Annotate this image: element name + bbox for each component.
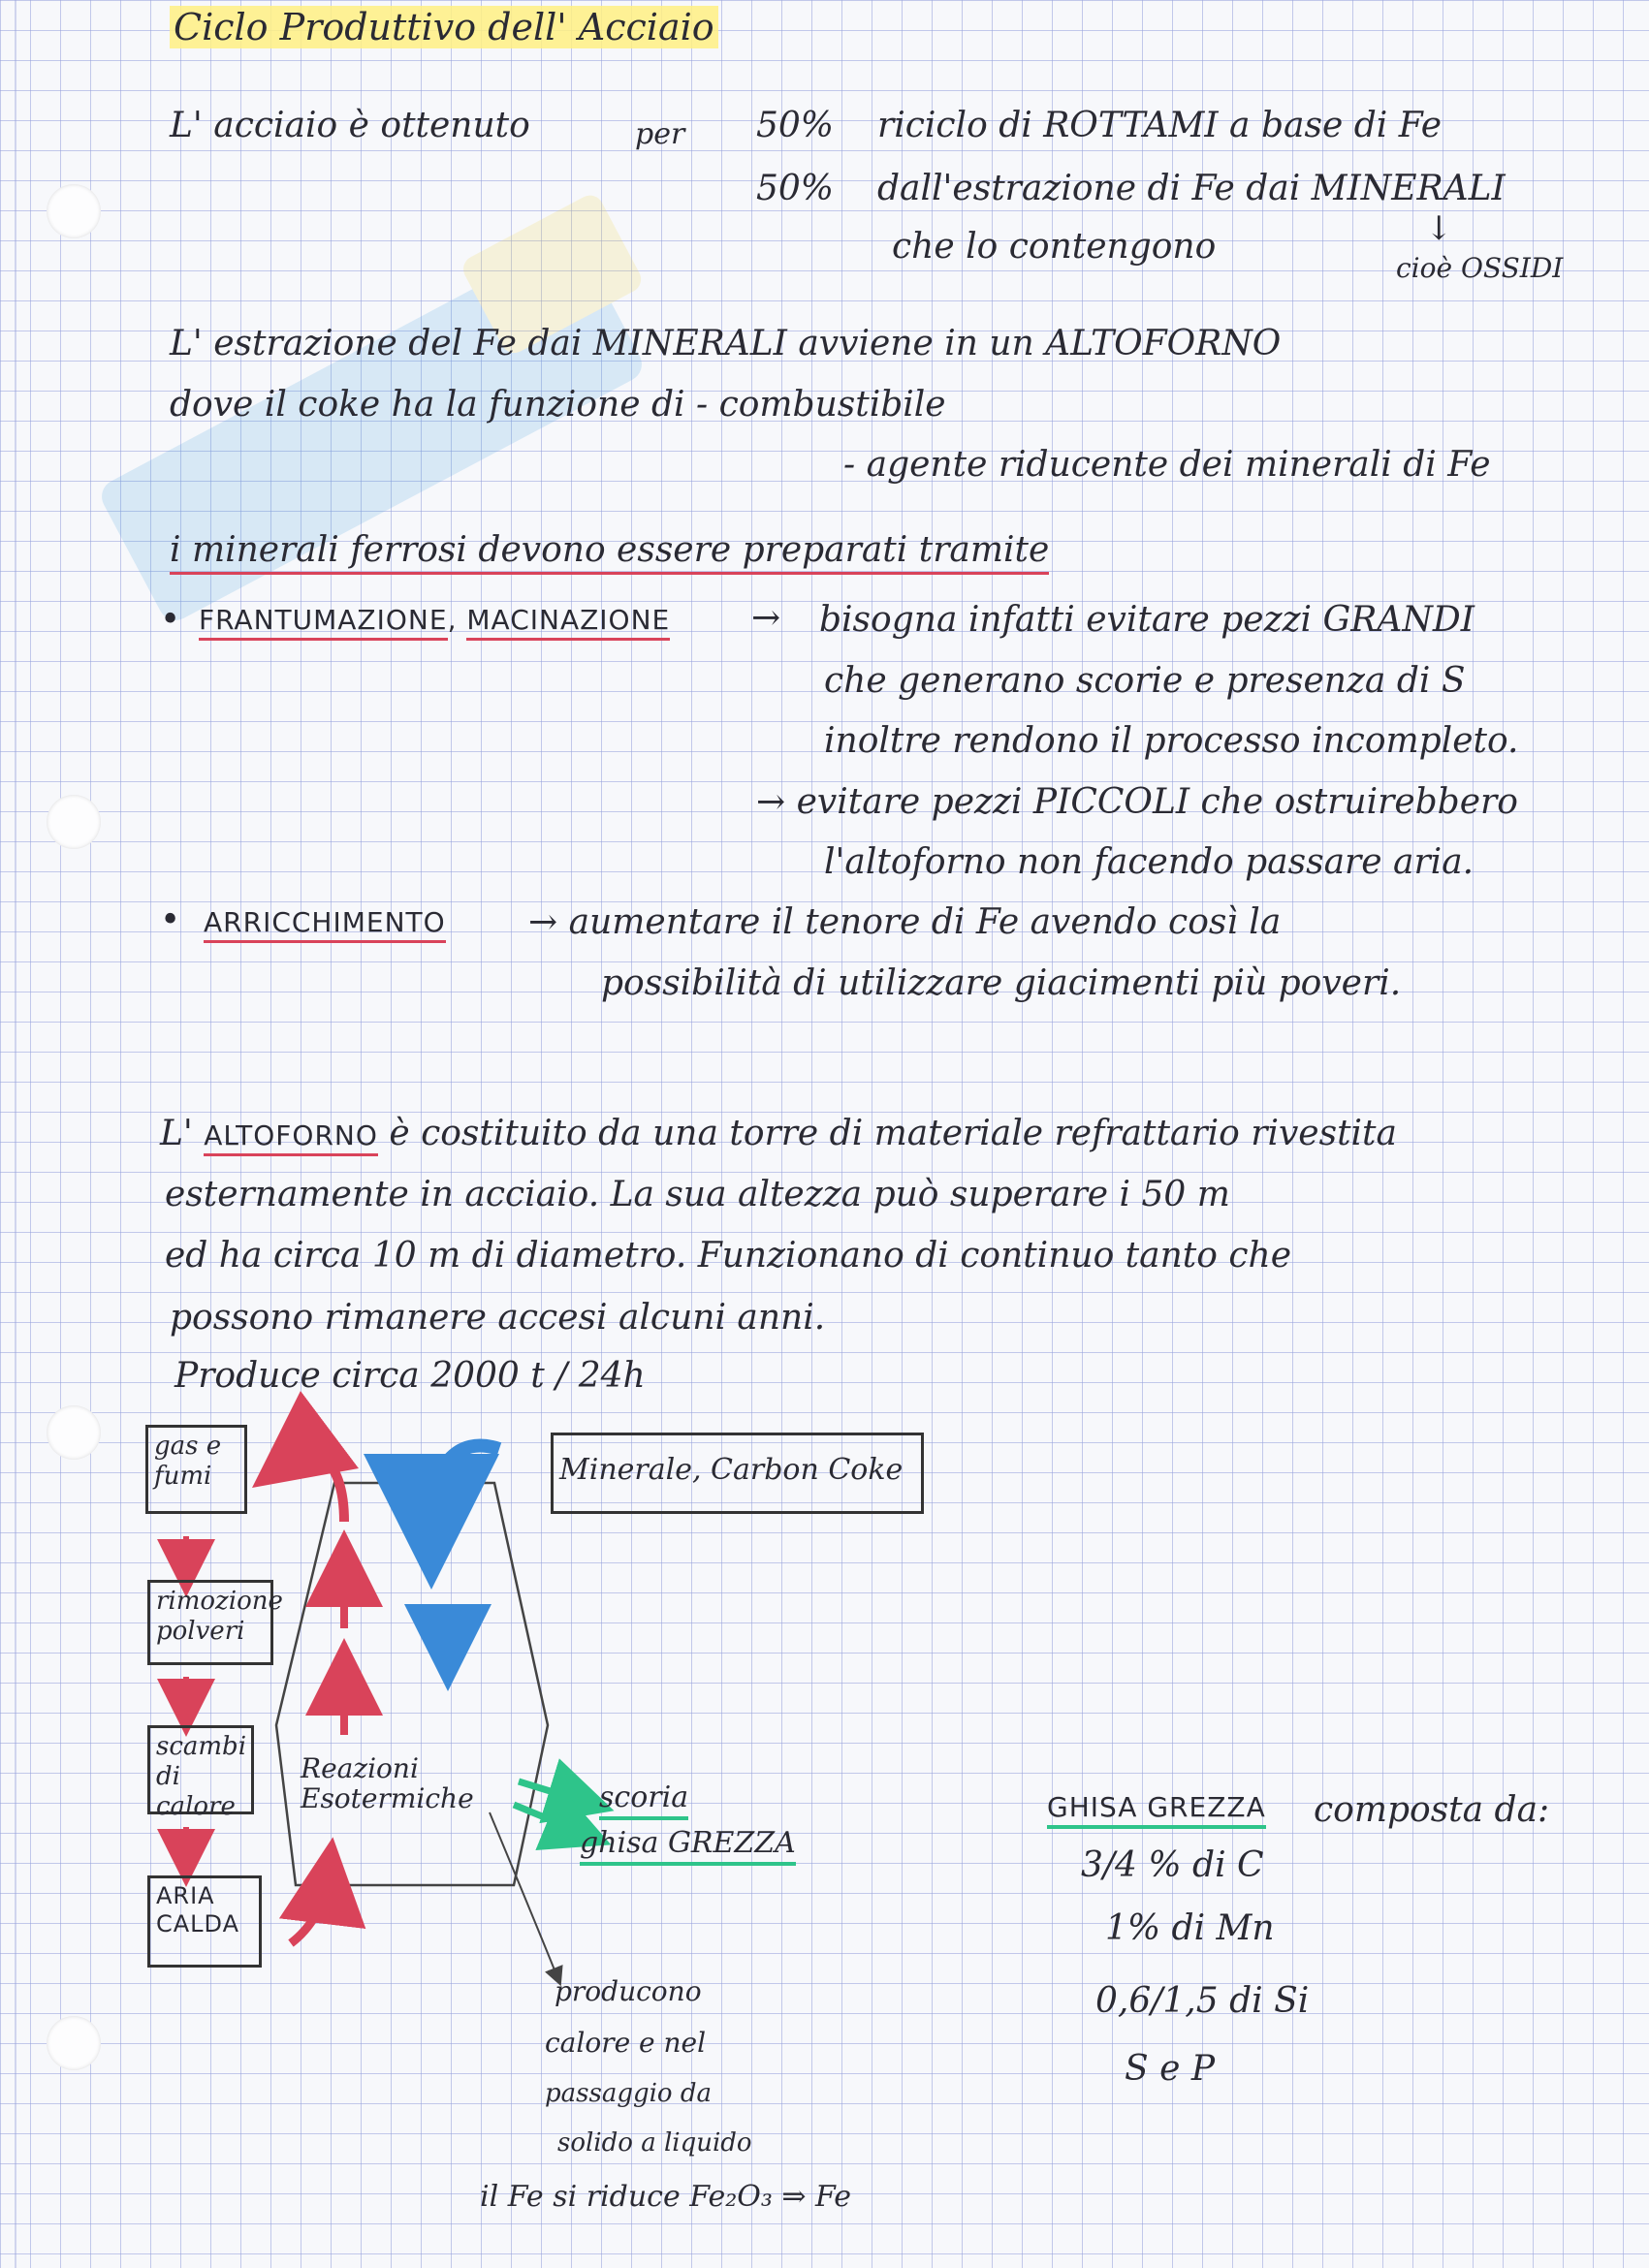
prep-line-3: inoltre rendono il processo incompleto. xyxy=(824,721,1519,761)
box-gas-fumi: gas e fumi xyxy=(145,1425,247,1514)
estrazione-line-2: dove il coke ha la funzione di - combustibile xyxy=(170,385,946,425)
note-line-1: producono xyxy=(555,1975,702,2007)
intro-pct-2: 50% xyxy=(756,169,835,208)
intro-lead: L' acciaio è ottenuto xyxy=(170,106,530,145)
arricchimento-line-1: → aumentare il tenore di Fe avendo così la xyxy=(528,902,1282,942)
ghisa-heading: GHISA GREZZA xyxy=(1047,1793,1266,1823)
altoforno-line-5: Produce circa 2000 t / 24h xyxy=(174,1356,646,1396)
bullet-1: • xyxy=(160,600,181,640)
box-rimozione-polveri: rimozione polveri xyxy=(147,1580,273,1665)
box-aria-calda: ARIA CALDA xyxy=(147,1875,262,1968)
red-inlet-arrow xyxy=(291,1880,328,1943)
ghisa-si: 0,6/1,5 di Si xyxy=(1095,1981,1310,2021)
green-arrow xyxy=(514,1805,580,1832)
intro-text-2: dall'estrazione di Fe dai MINERALI xyxy=(877,169,1506,208)
box-scambi-calore: scambi di calore xyxy=(147,1725,254,1814)
prep-line-5: l'altoforno non facendo passare aria. xyxy=(824,842,1475,882)
reazioni-label: Reazioni Esotermiche xyxy=(301,1752,474,1814)
altoforno-line-3: ed ha circa 10 m di diametro. Funzionano di continuo tanto che xyxy=(165,1236,1292,1276)
note-line-5: il Fe si riduce Fe₂O₃ ⇒ Fe xyxy=(480,2180,851,2214)
note-line-3: passaggio da xyxy=(545,2079,712,2108)
prep-line-1: bisogna infatti evitare pezzi GRANDI xyxy=(819,600,1475,640)
intro-pct-1: 50% xyxy=(756,106,835,145)
arricchimento-label: ARRICCHIMENTO xyxy=(204,908,446,938)
prep-line-2: che generano scorie e presenza di S xyxy=(824,661,1466,701)
green-arrow xyxy=(519,1781,582,1801)
intro-text-2-cont: che lo contengono xyxy=(892,227,1217,267)
note-line-4: solido a liquido xyxy=(557,2128,752,2158)
intro-per: per xyxy=(635,117,685,151)
arrow-right-icon: → xyxy=(751,598,781,638)
prep-line-4: → evitare pezzi PICCOLI che ostruirebbero xyxy=(756,782,1518,822)
ghisa-label: ghisa GREZZA xyxy=(580,1827,796,1859)
bullet-2: • xyxy=(160,900,181,940)
altoforno-line-2: esternamente in acciaio. La sua altezza può superare i 50 m xyxy=(165,1175,1230,1214)
intro-ossidi: cioè OSSIDI xyxy=(1396,252,1564,284)
furnace-outline xyxy=(276,1483,548,1885)
preparazione-heading: i minerali ferrosi devono essere preparati tramite xyxy=(170,531,1049,570)
arricchimento-line-2: possibilità di utilizzare giacimenti più poveri. xyxy=(601,963,1402,1003)
page-title: Ciclo Produttivo dell' Acciaio xyxy=(170,8,718,48)
intro-text-1: riciclo di ROTTAMI a base di Fe xyxy=(877,106,1443,145)
ghisa-mn: 1% di Mn xyxy=(1105,1908,1275,1948)
estrazione-line-1: L' estrazione del Fe dai MINERALI avviene in un ALTOFORNO xyxy=(170,324,1282,363)
scoria-label: scoria xyxy=(599,1781,688,1813)
ghisa-s-p: S e P xyxy=(1125,2049,1216,2089)
altoforno-line-4: possono rimanere accesi alcuni anni. xyxy=(170,1298,826,1338)
estrazione-line-3: - agente riducente dei minerali di Fe xyxy=(843,445,1491,485)
red-outlet-arrow xyxy=(291,1453,344,1522)
note-line-2: calore e nel xyxy=(545,2027,707,2059)
box-minerale-coke: Minerale, Carbon Coke xyxy=(551,1433,924,1514)
ghisa-composta: composta da: xyxy=(1314,1790,1550,1830)
frantumazione-label: FRANTUMAZIONE, MACINAZIONE xyxy=(199,606,670,636)
ghisa-c: 3/4 % di C xyxy=(1081,1845,1264,1885)
altoforno-line-1: L' ALTOFORNO è costituito da una torre di materiale refrattario rivestita xyxy=(160,1115,1397,1153)
arrow-down-icon: ↓ xyxy=(1425,209,1453,248)
